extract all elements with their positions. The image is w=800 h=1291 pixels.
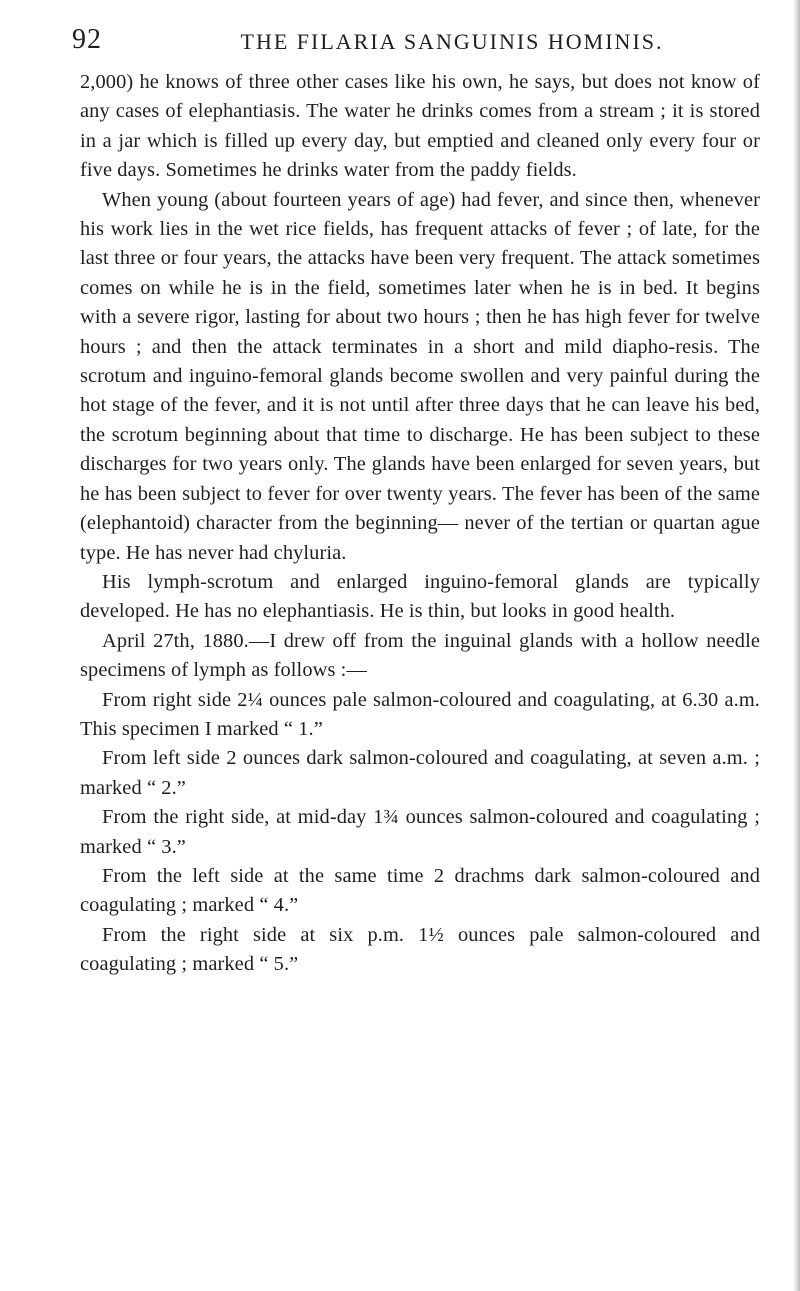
paragraph-4: April 27th, 1880.—I drew off from the inguinal glands with a hollow needle specimens of lymph as follows :— [80,629,760,682]
paragraph-3: His lymph-scrotum and enlarged inguino-femoral glands are typically developed. He has no elephantiasis. He is thin, but looks in good health. [80,570,760,623]
page-edge-shadow [793,0,800,1291]
body-text [80,68,760,980]
paragraph-7: From the right side, at mid-day 1¾ ounces salmon-coloured and coagulating ; marked “ 3.” [80,806,760,858]
paragraph-1: 2,000) he knows of three other cases like his own, he says, but does not know of any cases of elephantiasis. The water he drinks comes from a stream ; it is stored in a jar which is filled up every day, but emptied and cleaned only every four or five days. Sometimes he drinks water from the paddy fields. [80,71,760,182]
paragraph-5: From right side 2¼ ounces pale salmon-coloured and coagulating, at 6.30 a.m. This specimen I marked “ 1.” [80,688,760,740]
paragraph-2: When young (about fourteen years of age) had fever, and since then, whenever his work lies in the wet rice fields, has frequent attacks of fever ; of late, for the last three or four years, the attacks have been very frequent. The attack sometimes comes on while he is in the field, sometimes later when he is in bed. It begins with a severe rigor, lasting for about two hours ; then he has high fever for twelve hours ; and then the attack terminates in a short and mild diapho-resis. The scrotum and inguino-femoral glands become swollen and very painful during the hot stage of the fever, and it is not until after three days that he can leave his bed, the scrotum beginning about that time to discharge. He has been subject to these discharges for two years only. The glands have been enlarged for seven years, but he has been subject to fever for over twenty years. The fever has been of the same (elephantoid) character from the beginning— never of the tertian or quartan ague type. He has never had chyluria. [80,188,760,564]
running-title: THE FILARIA SANGUINIS HOMINIS. [240,29,664,54]
paragraph-6: From left side 2 ounces dark salmon-coloured and coagulating, at seven a.m. ; marked “ 2.” [80,747,760,799]
page-number: 92 [72,24,102,55]
running-header [72,22,762,58]
paragraph-9: From the right side at six p.m. 1½ ounces pale salmon-coloured and coagulating ; marked “ 5.” [80,923,760,976]
paragraph-8: From the left side at the same time 2 drachms dark salmon-coloured and coagulating ; marked “ 4.” [80,864,760,917]
